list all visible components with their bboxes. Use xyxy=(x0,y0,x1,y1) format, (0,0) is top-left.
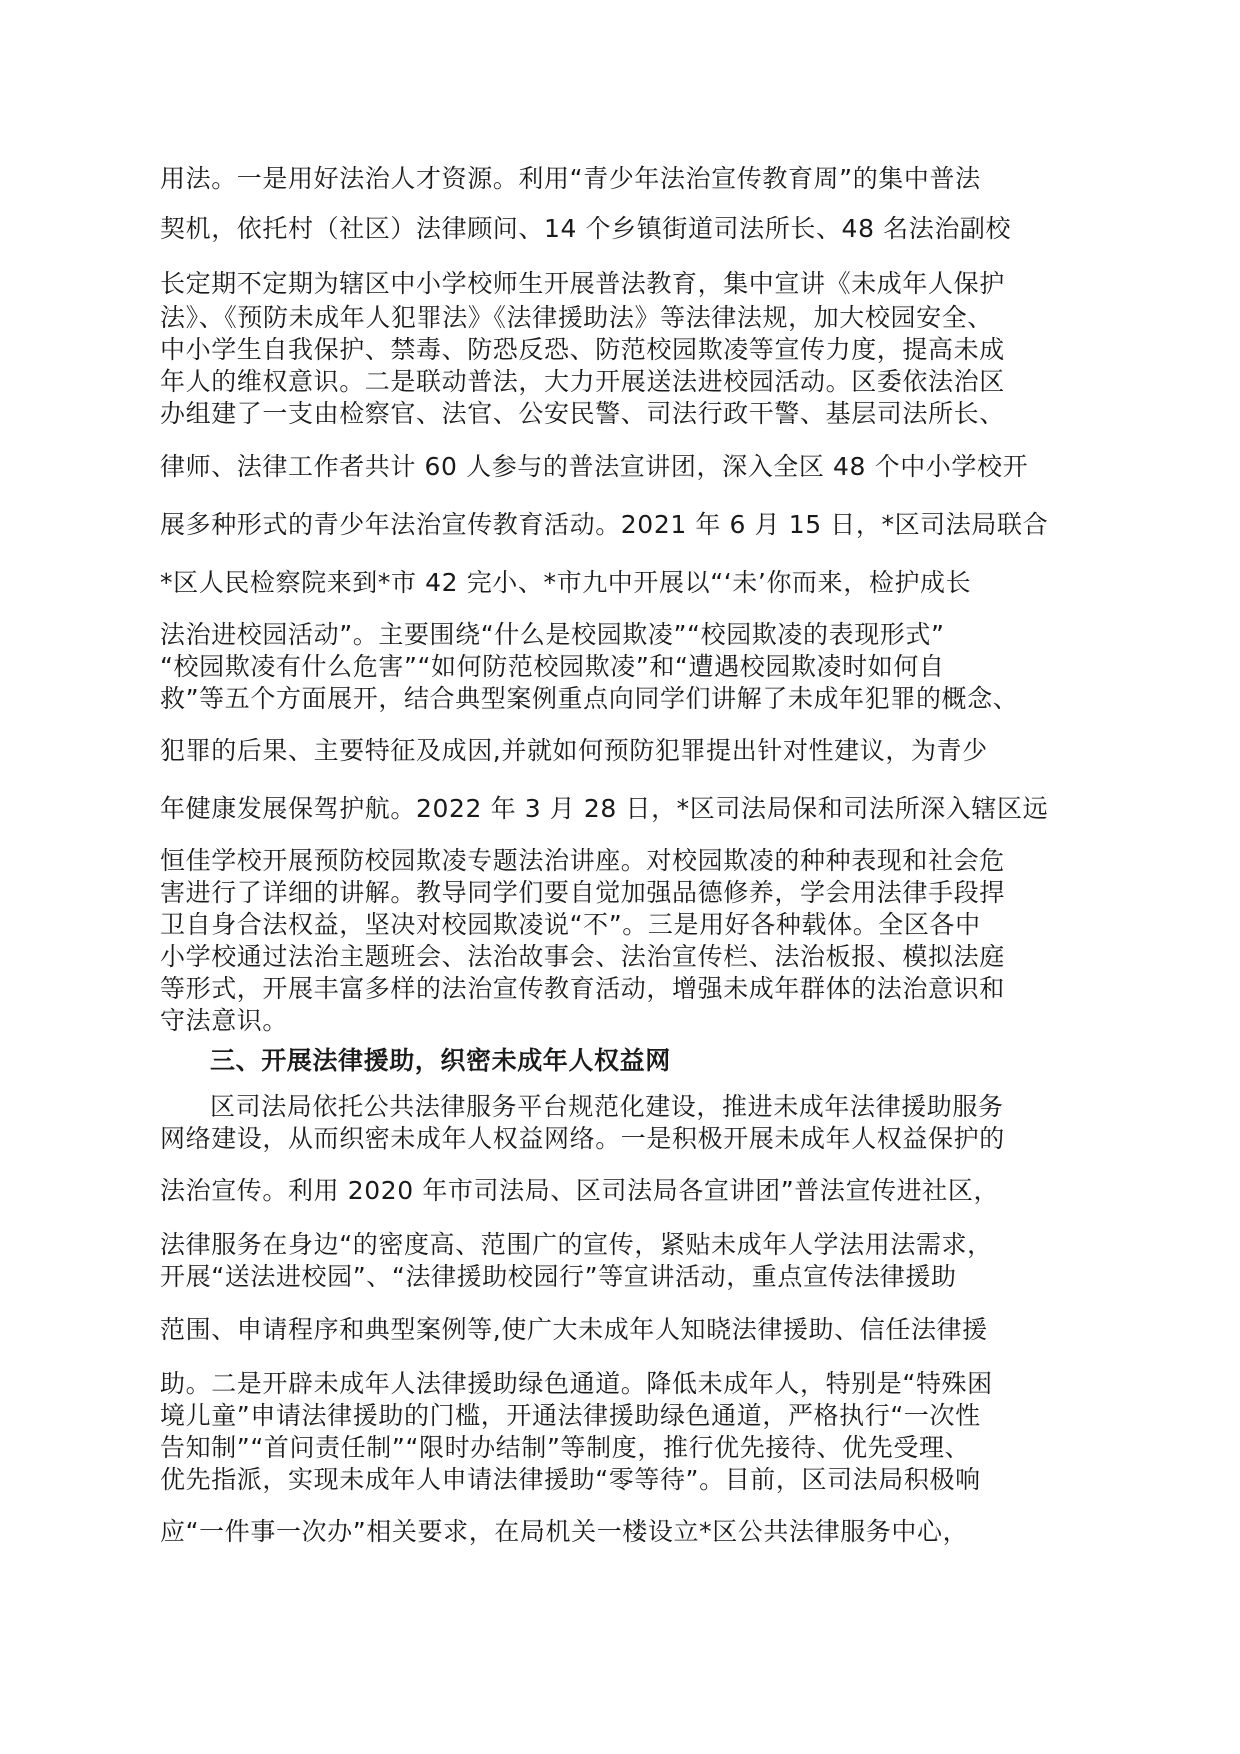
body-text-line: 契机，依托村（社区）法律顾问、14 个乡镇街道司法所长、48 名法治副校 xyxy=(160,214,1012,243)
body-text-line: 恒佳学校开展预防校园欺凌专题法治讲座。对校园欺凌的种种表现和社会危 xyxy=(160,846,1005,875)
body-text-line: 卫自身合法权益，坚决对校园欺凌说“不”。三是用好各种载体。全区各中 xyxy=(160,910,981,939)
body-text-line: 法治进校园活动”。主要围绕“什么是校园欺凌”“校园欺凌的表现形式” xyxy=(160,620,945,649)
body-text-line: 等形式，开展丰富多样的法治宣传教育活动，增强未成年群体的法治意识和 xyxy=(160,974,1005,1003)
body-text-line: 范围、申请程序和典型案例等,使广大未成年人知晓法律援助、信任法律援 xyxy=(160,1315,988,1344)
body-text-line: 小学校通过法治主题班会、法治故事会、法治宣传栏、法治板报、模拟法庭 xyxy=(160,942,1005,971)
body-text-line: 办组建了一支由检察官、法官、公安民警、司法行政干警、基层司法所长、 xyxy=(160,399,1005,428)
body-text-line: 展多种形式的青少年法治宣传教育活动。2021 年 6 月 15 日，*区司法局联合 xyxy=(160,510,1049,539)
body-text-line: 法》、《预防未成年人犯罪法》《法律援助法》等法律法规，加大校园安全、 xyxy=(160,303,993,332)
body-text-line: 犯罪的后果、主要特征及成因,并就如何预防犯罪提出针对性建议，为青少 xyxy=(160,736,988,765)
body-text-line: 年健康发展保驾护航。2022 年 3 月 28 日，*区司法局保和司法所深入辖区远 xyxy=(160,794,1049,823)
body-text-line: 开展“送法进校园”、“法律援助校园行”等宣讲活动，重点宣传法律援助 xyxy=(160,1262,957,1291)
paragraph-first-line: 区司法局依托公共法律服务平台规范化建设，推进未成年法律援助服务 xyxy=(210,1092,1004,1121)
body-text-line: 优先指派，实现未成年人申请法律援助“零等待”。目前，区司法局积极响 xyxy=(160,1465,981,1494)
body-text-line: 用法。一是用好法治人才资源。利用“青少年法治宣传教育周”的集中普法 xyxy=(160,164,981,193)
body-text-line: 救”等五个方面展开，结合典型案例重点向同学们讲解了未成年犯罪的概念、 xyxy=(160,684,1019,713)
body-text-line: 中小学生自我保护、禁毒、防恐反恐、防范校园欺凌等宣传力度，提高未成 xyxy=(160,335,1005,364)
body-text-line: 告知制”“首问责任制”“限时办结制”等制度，推行优先接待、优先受理、 xyxy=(160,1433,971,1462)
body-text-line: 长定期不定期为辖区中小学校师生开展普法教育，集中宣讲《未成年人保护 xyxy=(160,269,1005,298)
body-text-line: 网络建设，从而织密未成年人权益网络。一是积极开展未成年人权益保护的 xyxy=(160,1124,1005,1153)
body-text-line: “校园欺凌有什么危害”“如何防范校园欺凌”和“遭遇校园欺凌时如何自 xyxy=(160,652,945,681)
body-text-line: 年人的维权意识。二是联动普法，大力开展送法进校园活动。区委依法治区 xyxy=(160,367,1005,396)
section-heading: 三、开展法律援助，织密未成年人权益网 xyxy=(210,1046,671,1075)
body-text-line: 害进行了详细的讲解。教导同学们要自觉加强品德修养，学会用法律手段捍 xyxy=(160,878,1005,907)
body-text-line: 法治宣传。利用 2020 年市司法局、区司法局各宣讲团”普法宣传进社区， xyxy=(160,1176,1000,1205)
body-text-line: 律师、法律工作者共计 60 人参与的普法宣讲团，深入全区 48 个中小学校开 xyxy=(160,452,1029,481)
body-text-line: 法律服务在身边“的密度高、范围广的宣传，紧贴未成年人学法用法需求， xyxy=(160,1230,993,1259)
body-text-line: 应“一件事一次办”相关要求，在局机关一楼设立*区公共法律服务中心， xyxy=(160,1517,969,1546)
body-text-line: 助。二是开辟未成年人法律援助绿色通道。降低未成年人，特别是“特殊困 xyxy=(160,1369,993,1398)
body-text-line: 守法意识。 xyxy=(160,1006,289,1035)
body-text-line: 境儿童”申请法律援助的门槛，开通法律援助绿色通道，严格执行“一次性 xyxy=(160,1401,981,1430)
body-text-line: *区人民检察院来到*市 42 完小、*市九中开展以“‘未’你而来，检护成长 xyxy=(160,568,972,597)
